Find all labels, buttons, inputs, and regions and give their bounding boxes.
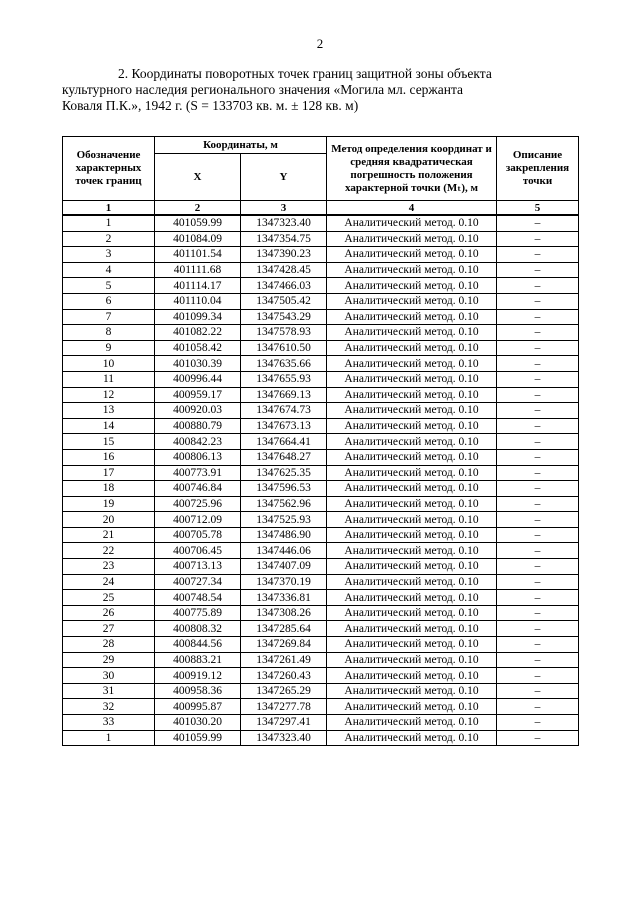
y-coordinate-cell: 1347407.09 [241,559,327,575]
method-cell: Аналитический метод. 0.10 [327,683,497,699]
point-number-cell: 16 [63,449,155,465]
table-row [63,356,579,372]
x-coordinate-cell: 400995.87 [155,699,241,715]
description-cell: – [497,340,579,356]
description-cell: – [497,418,579,434]
description-cell: – [497,715,579,731]
table-row [63,465,579,481]
point-number-cell: 24 [63,574,155,590]
y-coordinate-cell: 1347297.41 [241,715,327,731]
description-cell: – [497,403,579,419]
y-coordinate-cell: 1347269.84 [241,637,327,653]
table-row [63,637,579,653]
y-coordinate-cell: 1347428.45 [241,262,327,278]
description-cell: – [497,637,579,653]
heading-line-1: 2. Координаты поворотных точек границ защитной зоны объекта [118,66,492,81]
description-cell: – [497,278,579,294]
y-coordinate-cell: 1347648.27 [241,449,327,465]
point-number-cell: 7 [63,309,155,325]
method-cell: Аналитический метод. 0.10 [327,730,497,746]
x-coordinate-cell: 400773.91 [155,465,241,481]
y-coordinate-cell: 1347625.35 [241,465,327,481]
description-cell: – [497,231,579,247]
point-number-cell: 25 [63,590,155,606]
method-cell: Аналитический метод. 0.10 [327,512,497,528]
x-coordinate-cell: 400806.13 [155,449,241,465]
method-cell: Аналитический метод. 0.10 [327,621,497,637]
point-number-cell: 10 [63,356,155,372]
table-row [63,621,579,637]
description-cell: – [497,434,579,450]
x-coordinate-cell: 401084.09 [155,231,241,247]
method-cell: Аналитический метод. 0.10 [327,403,497,419]
y-coordinate-cell: 1347543.29 [241,309,327,325]
column-number: 1 [63,201,155,216]
y-coordinate-cell: 1347578.93 [241,325,327,341]
description-cell: – [497,527,579,543]
point-number-cell: 29 [63,652,155,668]
x-coordinate-cell: 401099.34 [155,309,241,325]
method-cell: Аналитический метод. 0.10 [327,247,497,263]
x-coordinate-cell: 401058.42 [155,340,241,356]
table-row [63,262,579,278]
method-cell: Аналитический метод. 0.10 [327,340,497,356]
x-coordinate-cell: 400958.36 [155,683,241,699]
y-coordinate-cell: 1347610.50 [241,340,327,356]
table-row [63,605,579,621]
header-y: Y [241,154,327,201]
point-number-cell: 32 [63,699,155,715]
table-row [63,668,579,684]
point-number-cell: 33 [63,715,155,731]
point-number-cell: 17 [63,465,155,481]
y-coordinate-cell: 1347466.03 [241,278,327,294]
y-coordinate-cell: 1347277.78 [241,699,327,715]
x-coordinate-cell: 401110.04 [155,293,241,309]
y-coordinate-cell: 1347596.53 [241,481,327,497]
description-cell: – [497,262,579,278]
y-coordinate-cell: 1347390.23 [241,247,327,263]
column-number: 2 [155,201,241,216]
point-number-cell: 15 [63,434,155,450]
x-coordinate-cell: 400842.23 [155,434,241,450]
column-number-row [63,201,579,216]
table-row [63,699,579,715]
header-designation: Обозначение характерных точек границ [63,137,155,201]
x-coordinate-cell: 400746.84 [155,481,241,497]
method-cell: Аналитический метод. 0.10 [327,465,497,481]
method-cell: Аналитический метод. 0.10 [327,699,497,715]
table-row [63,215,579,231]
page-number: 2 [316,36,324,51]
y-coordinate-cell: 1347260.43 [241,668,327,684]
x-coordinate-cell: 401111.68 [155,262,241,278]
table-row [63,543,579,559]
method-cell: Аналитический метод. 0.10 [327,543,497,559]
description-cell: – [497,512,579,528]
description-cell: – [497,356,579,372]
description-cell: – [497,481,579,497]
table-row [63,293,579,309]
method-cell: Аналитический метод. 0.10 [327,387,497,403]
point-number-cell: 9 [63,340,155,356]
table-row [63,527,579,543]
y-coordinate-cell: 1347323.40 [241,215,327,231]
method-cell: Аналитический метод. 0.10 [327,278,497,294]
method-cell: Аналитический метод. 0.10 [327,231,497,247]
y-coordinate-cell: 1347446.06 [241,543,327,559]
y-coordinate-cell: 1347525.93 [241,512,327,528]
header-coordinates: Координаты, м [155,137,327,154]
description-cell: – [497,652,579,668]
column-number: 5 [497,201,579,216]
point-number-cell: 22 [63,543,155,559]
point-number-cell: 11 [63,371,155,387]
method-cell: Аналитический метод. 0.10 [327,605,497,621]
table-row [63,403,579,419]
point-number-cell: 27 [63,621,155,637]
x-coordinate-cell: 400727.34 [155,574,241,590]
x-coordinate-cell: 400959.17 [155,387,241,403]
method-cell: Аналитический метод. 0.10 [327,215,497,231]
y-coordinate-cell: 1347664.41 [241,434,327,450]
table-row [63,387,579,403]
table-row [63,449,579,465]
y-coordinate-cell: 1347336.81 [241,590,327,606]
method-cell: Аналитический метод. 0.10 [327,449,497,465]
y-coordinate-cell: 1347323.40 [241,730,327,746]
x-coordinate-cell: 401101.54 [155,247,241,263]
point-number-cell: 8 [63,325,155,341]
table-row [63,278,579,294]
description-cell: – [497,699,579,715]
x-coordinate-cell: 400713.13 [155,559,241,575]
method-cell: Аналитический метод. 0.10 [327,325,497,341]
x-coordinate-cell: 401082.22 [155,325,241,341]
header-description: Описание закрепления точки [497,137,579,201]
table-row [63,325,579,341]
method-cell: Аналитический метод. 0.10 [327,652,497,668]
method-cell: Аналитический метод. 0.10 [327,293,497,309]
table-row [63,340,579,356]
table-row [63,371,579,387]
point-number-cell: 18 [63,481,155,497]
x-coordinate-cell: 400880.79 [155,418,241,434]
table-row [63,683,579,699]
x-coordinate-cell: 400919.12 [155,668,241,684]
y-coordinate-cell: 1347285.64 [241,621,327,637]
x-coordinate-cell: 400808.32 [155,621,241,637]
header-x: X [155,154,241,201]
x-coordinate-cell: 400996.44 [155,371,241,387]
description-cell: – [497,309,579,325]
x-coordinate-cell: 400725.96 [155,496,241,512]
x-coordinate-cell: 401030.39 [155,356,241,372]
method-cell: Аналитический метод. 0.10 [327,668,497,684]
y-coordinate-cell: 1347562.96 [241,496,327,512]
table-row [63,652,579,668]
point-number-cell: 28 [63,637,155,653]
point-number-cell: 23 [63,559,155,575]
description-cell: – [497,559,579,575]
y-coordinate-cell: 1347308.26 [241,605,327,621]
description-cell: – [497,293,579,309]
y-coordinate-cell: 1347370.19 [241,574,327,590]
description-cell: – [497,325,579,341]
heading-line-3: Коваля П.К.», 1942 г. (S = 133703 кв. м. ± 128 кв. м) [62,98,359,113]
table-row [63,512,579,528]
point-number-cell: 1 [63,215,155,231]
method-cell: Аналитический метод. 0.10 [327,418,497,434]
method-cell: Аналитический метод. 0.10 [327,434,497,450]
y-coordinate-cell: 1347354.75 [241,231,327,247]
heading-line-2: культурного наследия регионального значения «Могила мл. сержанта [62,82,464,97]
table-row [63,574,579,590]
method-cell: Аналитический метод. 0.10 [327,371,497,387]
point-number-cell: 30 [63,668,155,684]
table-row [63,481,579,497]
method-cell: Аналитический метод. 0.10 [327,262,497,278]
column-number: 3 [241,201,327,216]
description-cell: – [497,543,579,559]
y-coordinate-cell: 1347655.93 [241,371,327,387]
description-cell: – [497,496,579,512]
x-coordinate-cell: 401030.20 [155,715,241,731]
description-cell: – [497,730,579,746]
method-cell: Аналитический метод. 0.10 [327,574,497,590]
table-row [63,559,579,575]
column-number: 4 [327,201,497,216]
x-coordinate-cell: 400748.54 [155,590,241,606]
y-coordinate-cell: 1347265.29 [241,683,327,699]
y-coordinate-cell: 1347505.42 [241,293,327,309]
method-cell: Аналитический метод. 0.10 [327,637,497,653]
table-row [63,496,579,512]
point-number-cell: 31 [63,683,155,699]
table-row [63,730,579,746]
description-cell: – [497,371,579,387]
description-cell: – [497,683,579,699]
x-coordinate-cell: 401059.99 [155,730,241,746]
y-coordinate-cell: 1347669.13 [241,387,327,403]
description-cell: – [497,590,579,606]
point-number-cell: 13 [63,403,155,419]
point-number-cell: 6 [63,293,155,309]
method-cell: Аналитический метод. 0.10 [327,496,497,512]
description-cell: – [497,449,579,465]
y-coordinate-cell: 1347486.90 [241,527,327,543]
point-number-cell: 20 [63,512,155,528]
method-cell: Аналитический метод. 0.10 [327,527,497,543]
table-row [63,231,579,247]
method-cell: Аналитический метод. 0.10 [327,481,497,497]
method-cell: Аналитический метод. 0.10 [327,590,497,606]
method-cell: Аналитический метод. 0.10 [327,715,497,731]
section-heading [62,66,576,114]
table-row [63,715,579,731]
point-number-cell: 19 [63,496,155,512]
description-cell: – [497,574,579,590]
point-number-cell: 26 [63,605,155,621]
y-coordinate-cell: 1347674.73 [241,403,327,419]
table-row [63,590,579,606]
header-method: Метод определения координат и средняя квадратическая погрешность положения характерной точки (Mₜ), м [327,137,497,201]
point-number-cell: 5 [63,278,155,294]
table-row [63,309,579,325]
method-cell: Аналитический метод. 0.10 [327,356,497,372]
point-number-cell: 14 [63,418,155,434]
x-coordinate-cell: 400706.45 [155,543,241,559]
x-coordinate-cell: 400883.21 [155,652,241,668]
description-cell: – [497,215,579,231]
x-coordinate-cell: 400844.56 [155,637,241,653]
x-coordinate-cell: 400920.03 [155,403,241,419]
point-number-cell: 4 [63,262,155,278]
table-row [63,434,579,450]
x-coordinate-cell: 400775.89 [155,605,241,621]
description-cell: – [497,668,579,684]
point-number-cell: 1 [63,730,155,746]
point-number-cell: 21 [63,527,155,543]
x-coordinate-cell: 400705.78 [155,527,241,543]
description-cell: – [497,465,579,481]
description-cell: – [497,621,579,637]
x-coordinate-cell: 401059.99 [155,215,241,231]
x-coordinate-cell: 400712.09 [155,512,241,528]
coordinates-table [62,136,579,746]
y-coordinate-cell: 1347261.49 [241,652,327,668]
table-row [63,418,579,434]
table-row [63,247,579,263]
point-number-cell: 3 [63,247,155,263]
y-coordinate-cell: 1347673.13 [241,418,327,434]
method-cell: Аналитический метод. 0.10 [327,559,497,575]
method-cell: Аналитический метод. 0.10 [327,309,497,325]
point-number-cell: 2 [63,231,155,247]
x-coordinate-cell: 401114.17 [155,278,241,294]
y-coordinate-cell: 1347635.66 [241,356,327,372]
description-cell: – [497,605,579,621]
description-cell: – [497,247,579,263]
point-number-cell: 12 [63,387,155,403]
description-cell: – [497,387,579,403]
